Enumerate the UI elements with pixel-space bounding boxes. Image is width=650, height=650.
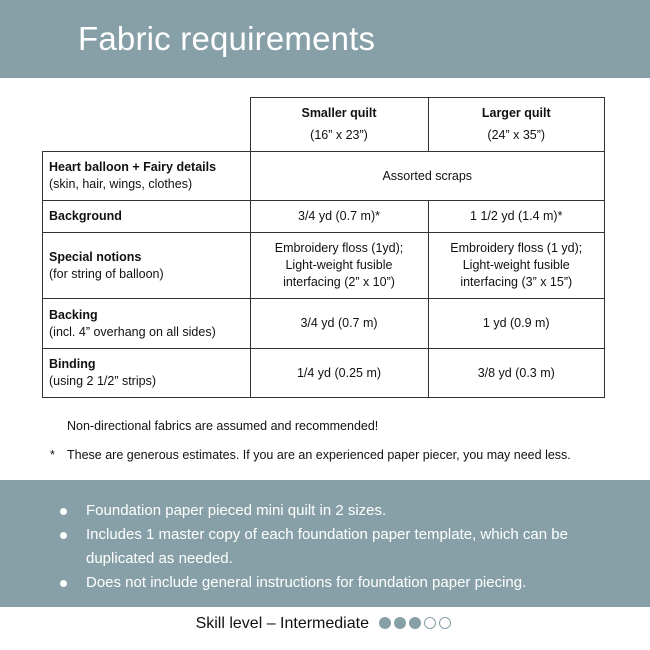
row-label-sub: (for string of balloon): [49, 266, 164, 281]
row-label-title: Backing: [49, 307, 98, 322]
table-cell: 1 yd (0.9 m): [428, 299, 605, 349]
bullet-icon: [60, 580, 67, 587]
feature-text: Includes 1 master copy of each foundation paper template, which can be duplicated as needed.: [86, 526, 568, 567]
cell-line: Light-weight fusible: [285, 258, 393, 272]
table-header-row: [43, 98, 605, 152]
column-title: Larger quilt: [481, 106, 551, 120]
row-label: [43, 201, 251, 233]
table-cell: 1/4 yd (0.25 m): [250, 349, 428, 398]
rating-dot-filled-icon: [379, 617, 391, 629]
row-label: [43, 233, 251, 299]
bullet-icon: [60, 532, 67, 539]
row-label-sub: (using 2 1/2” strips): [49, 374, 156, 388]
column-header-larger: [428, 98, 605, 152]
rating-dot-empty-icon: [424, 617, 436, 629]
column-size: (16” x 23”): [310, 128, 368, 142]
table-row: [43, 233, 605, 299]
page-title: Fabric requirements: [78, 20, 376, 57]
row-label-title: Binding: [49, 357, 96, 371]
table-row: [43, 201, 605, 233]
cell-line: interfacing (3” x 15”): [460, 275, 573, 289]
rating-dot-filled-icon: [394, 617, 406, 629]
table-corner-cell: [43, 98, 251, 152]
feature-text: Does not include general instructions for foundation paper piecing.: [86, 574, 527, 591]
note-estimates-text: These are generous estimates. If you are an experienced paper piecer, you may need less.: [67, 448, 571, 462]
skill-level: [0, 615, 650, 634]
table-cell: 3/4 yd (0.7 m)*: [250, 201, 428, 233]
asterisk-marker: *: [50, 448, 55, 462]
table-cell: 3/8 yd (0.3 m): [428, 349, 605, 398]
list-item: [58, 571, 618, 595]
row-label-sub: (incl. 4” overhang on all sides): [49, 324, 216, 339]
header-banner: [0, 0, 650, 78]
row-label: [43, 299, 251, 349]
table-cell: [250, 233, 428, 299]
feature-text: Foundation paper pieced mini quilt in 2 sizes.: [86, 502, 387, 519]
table-cell: 1 1/2 yd (1.4 m)*: [428, 201, 605, 233]
rating-dot-filled-icon: [409, 617, 421, 629]
table-cell: Assorted scraps: [250, 152, 605, 201]
table-cell: [428, 233, 605, 299]
list-item: [58, 523, 618, 571]
rating-dot-empty-icon: [439, 617, 451, 629]
row-label: [43, 349, 251, 398]
row-label-title: Background: [49, 209, 122, 223]
skill-level-label: Skill level – Intermediate: [195, 615, 369, 632]
note-estimates: [50, 448, 571, 462]
list-item: [58, 499, 618, 523]
bullet-icon: [60, 508, 67, 515]
cell-line: interfacing (2” x 10”): [283, 275, 395, 289]
column-title: Smaller quilt: [301, 106, 377, 120]
table-row: [43, 299, 605, 349]
cell-line: Embroidery floss (1yd);: [274, 241, 404, 255]
table-cell: 3/4 yd (0.7 m): [250, 299, 428, 349]
row-label: [43, 152, 251, 201]
fabric-requirements-table: [42, 97, 605, 398]
row-label-title: Heart balloon + Fairy details: [49, 160, 217, 174]
cell-line: Embroidery floss (1 yd);: [450, 241, 583, 255]
features-list: [58, 499, 618, 595]
features-band: [0, 480, 650, 607]
skill-level-rating: [379, 616, 454, 634]
table-row: [43, 152, 605, 201]
cell-line: Light-weight fusible: [462, 258, 570, 272]
row-label-title: Special notions: [49, 249, 142, 264]
table-row: [43, 349, 605, 398]
note-non-directional: Non-directional fabrics are assumed and recommended!: [67, 419, 379, 433]
column-header-smaller: [250, 98, 428, 152]
row-label-sub: (skin, hair, wings, clothes): [49, 177, 193, 191]
column-size: (24” x 35”): [487, 128, 546, 142]
